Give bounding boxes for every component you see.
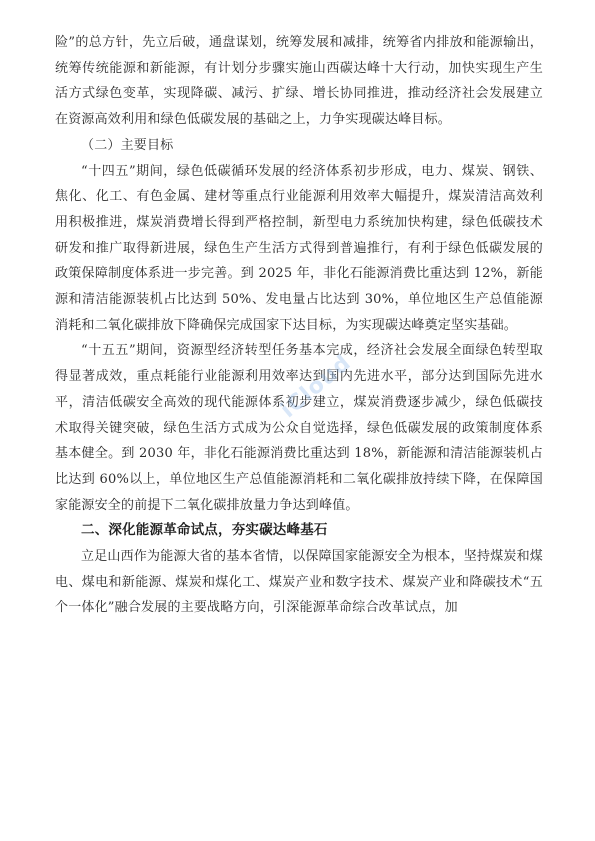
watermark: iCloud: [276, 350, 357, 424]
subheading-main-goals: （二）主要目标: [81, 137, 174, 153]
paragraph-continuation: 险”的总方针，先立后破，通盘谋划，统筹发展和减排，统筹省内排放和能源输出，统筹传统能源和新能源，有计划分步骤实施山西碳达峰十大行动，加快实现生产生活方式绿色变革，实现降碳、减污、扩绿、增长协同推进，推动经济社会发展建立在资源高效利用和绿色低碳发展的基础之上，力争实现碳达峰目标。: [55, 35, 543, 128]
section-heading: 二、深化能源革命试点，夯实碳达峰基石: [81, 522, 328, 539]
paragraph-15th-five-year: “十五五”期间，资源型经济转型任务基本完成，经济社会发展全面绿色转型取得显著成效，重点耗能行业能源利用效率达到国内先进水平，部分达到国际先进水平，清洁低碳安全高效的现代能源体系初步建立，煤炭消费逐步减少，绿色低碳技术取得关键突破，绿色生活方式成为公众自觉选择，绿色低碳发展的政策制度体系基本健全。到 2030 年，非化石能源消费比重达到 18%，新能源和清洁能源装机占比达到 60%以上，单位地区生产总值能源消耗和二氧化碳排放持续下降，在保障国家能源安全的前提下二氧化碳排放量力争达到峰值。: [55, 343, 543, 513]
document-body: [55, 30, 543, 621]
paragraph-energy-revolution: 立足山西作为能源大省的基本省情，以保障国家能源安全为根本，坚持煤炭和煤电、煤电和新能源、煤炭和煤化工、煤炭产业和数字技术、煤炭产业和降碳技术“五个一体化”融合发展的主要战略方向，引深能源革命综合改革试点，加: [55, 549, 544, 616]
paragraph-14th-five-year: “十四五”期间，绿色低碳循环发展的经济体系初步形成，电力、煤炭、钢铁、焦化、化工、有色金属、建材等重点行业能源利用效率大幅提升，煤炭清洁高效利用积极推进，煤炭消费增长得到严格控制，新型电力系统加快构建，绿色低碳技术研发和推广取得新进展，绿色生产生活方式得到普遍推行，有利于绿色低碳发展的政策保障制度体系进一步完善。到 2025 年，非化石能源消费比重达到 12%，新能源和清洁能源装机占比达到 50%、发电量占比达到 30%，单位地区生产总值能源消耗和二氧化碳排放下降确保完成国家下达目标，为实现碳达峰奠定坚实基础。: [55, 163, 543, 333]
